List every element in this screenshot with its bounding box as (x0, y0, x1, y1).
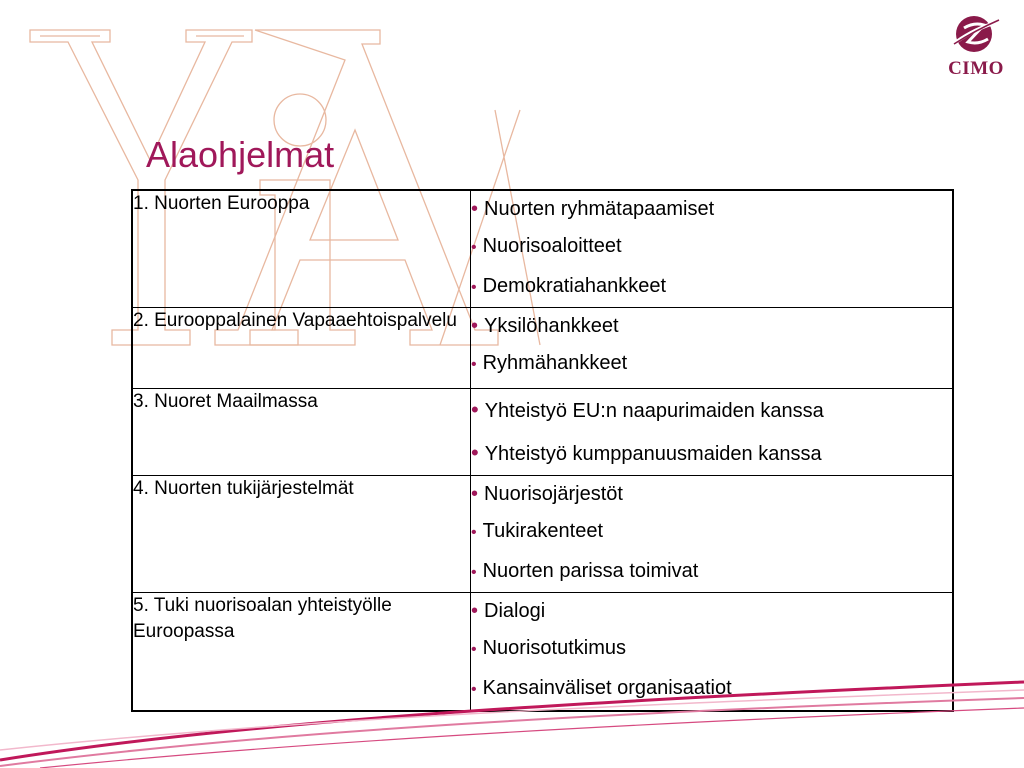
item-text: Nuorten ryhmätapaamiset (484, 198, 715, 220)
list-item (471, 593, 952, 629)
table-row (132, 308, 953, 389)
list-item (471, 267, 952, 307)
cimo-logo-text: CIMO (948, 58, 1004, 79)
list-item (471, 308, 952, 344)
items-cell (471, 308, 954, 389)
bullet-icon: • (471, 239, 477, 256)
item-text: Demokratiahankkeet (482, 275, 667, 297)
items-cell (471, 476, 954, 593)
bullet-icon: • (471, 641, 477, 658)
bullet-icon: • (471, 681, 477, 698)
item-list (471, 308, 952, 384)
list-item (471, 512, 952, 552)
item-text: Nuorten parissa toimivat (482, 560, 699, 582)
program-cell (132, 190, 471, 308)
program-name: 5. Tuki nuorisoalan yhteistyölle Euroopassa (133, 595, 392, 642)
item-text: Nuorisoaloitteet (482, 235, 622, 257)
item-text: Tukirakenteet (482, 520, 604, 542)
list-item (471, 432, 952, 475)
program-cell (132, 476, 471, 593)
program-cell (132, 389, 471, 476)
item-list (471, 476, 952, 592)
list-item (471, 389, 952, 432)
table-row (132, 190, 953, 308)
item-text: Yksilöhankkeet (484, 315, 619, 337)
table-row (132, 593, 953, 712)
bullet-icon: • (471, 198, 479, 220)
program-name: 3. Nuoret Maailmassa (133, 391, 318, 412)
item-list (471, 389, 952, 475)
bullet-icon: • (471, 279, 477, 296)
bullet-icon: • (471, 564, 477, 581)
bullet-icon: • (471, 315, 479, 337)
items-cell (471, 593, 954, 712)
item-list (471, 191, 952, 307)
bullet-icon: • (471, 483, 479, 505)
list-item (471, 227, 952, 267)
cimo-logo (944, 12, 1008, 82)
cimo-globe-logo-icon (952, 12, 1000, 56)
list-item (471, 552, 952, 592)
item-text: Yhteistyö kumppanuusmaiden kanssa (484, 443, 822, 465)
bullet-icon: • (471, 397, 479, 422)
list-item (471, 191, 952, 227)
items-cell (471, 389, 954, 476)
item-list (471, 593, 952, 709)
item-text: Ryhmähankkeet (482, 352, 628, 374)
item-text: Yhteistyö EU:n naapurimaiden kanssa (484, 400, 824, 422)
bullet-icon: • (471, 524, 477, 541)
table-row (132, 476, 953, 593)
item-text: Nuorisojärjestöt (484, 483, 623, 505)
list-item (471, 476, 952, 512)
program-cell (132, 593, 471, 712)
item-text: Kansainväliset organisaatiot (482, 677, 732, 699)
bullet-icon: • (471, 440, 479, 465)
item-text: Nuorisotutkimus (482, 637, 626, 659)
bullet-icon: • (471, 356, 477, 373)
program-name: 2. Eurooppalainen Vapaaehtoispalvelu (133, 310, 457, 331)
subprogram-table (131, 189, 954, 712)
program-name: 1. Nuorten Eurooppa (133, 193, 310, 214)
bullet-icon: • (471, 600, 479, 622)
list-item (471, 629, 952, 669)
item-text: Dialogi (484, 600, 546, 622)
items-cell (471, 190, 954, 308)
table-row (132, 389, 953, 476)
program-name: 4. Nuorten tukijärjestelmät (133, 478, 354, 499)
program-cell (132, 308, 471, 389)
list-item (471, 344, 952, 384)
list-item (471, 669, 952, 709)
page-title: Alaohjelmat (146, 134, 335, 175)
